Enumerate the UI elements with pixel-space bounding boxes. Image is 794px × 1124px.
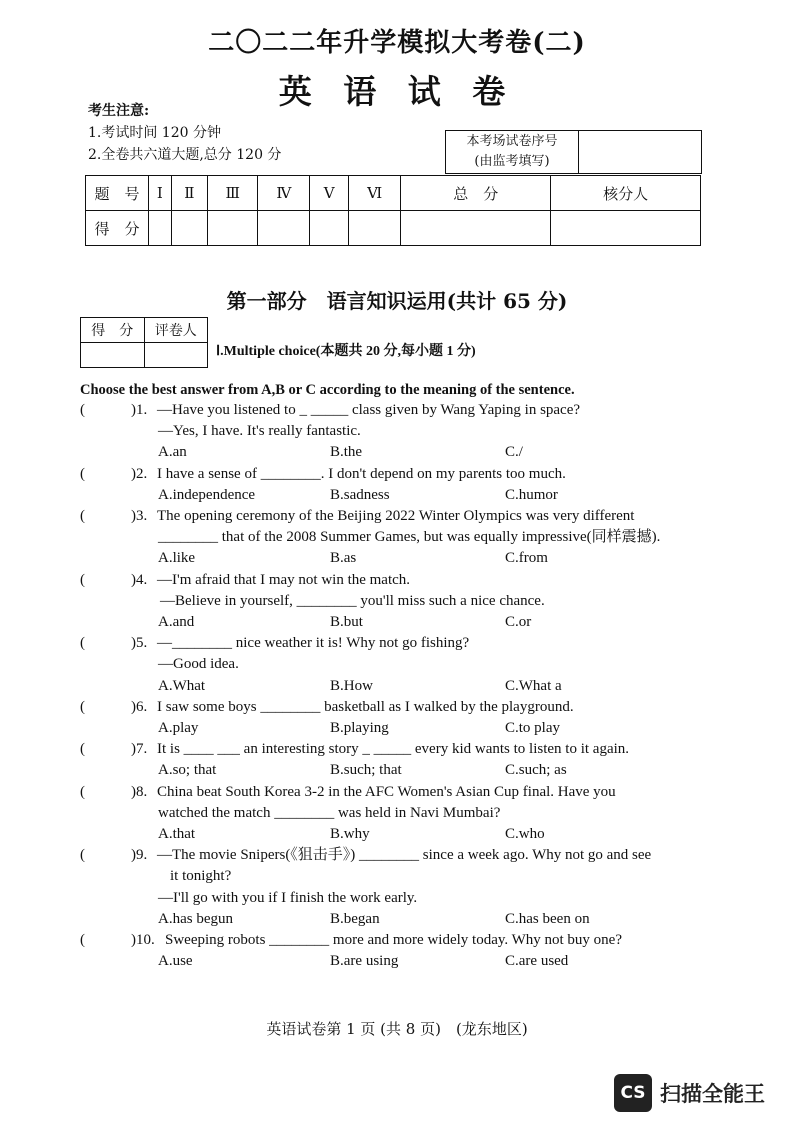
option-c[interactable]: C.has been on (505, 910, 590, 927)
option-a[interactable]: A.has begun (158, 910, 233, 927)
option-a[interactable]: A.play (158, 720, 199, 736)
option-b[interactable]: B.as (330, 550, 357, 567)
question-text: —Good idea. (158, 656, 239, 673)
option-a[interactable]: A.and (158, 614, 195, 630)
question-number: )6. (131, 698, 148, 715)
watermark-text: 扫描全能王 (660, 1082, 765, 1106)
score-cell[interactable] (401, 211, 551, 246)
question-text: —The movie Snipers(《狙击手》) ________ since a week ago. Why not go and see (157, 847, 652, 864)
option-b[interactable]: B.are using (330, 953, 399, 970)
camscanner-logo: CS (614, 1074, 652, 1112)
score-col-checker: 核分人 (551, 176, 701, 211)
subject-title: 英 语 试 卷 (278, 72, 516, 111)
serial-input[interactable] (579, 131, 702, 174)
question-number: )4. (131, 571, 148, 588)
question-number: )2. (131, 465, 148, 482)
question-list (0, 400, 794, 990)
question-number: )1. (131, 402, 148, 418)
question-text: Sweeping robots ________ more and more widely today. Why not buy one? (165, 932, 623, 948)
answer-bracket[interactable]: ( (80, 402, 85, 418)
question-text: It is ____ ___ an interesting story _ _____ every kid wants to listen to it again. (157, 741, 630, 758)
option-b[interactable]: B.playing (330, 720, 389, 736)
answer-bracket[interactable]: ( (80, 508, 85, 524)
question-text: —I'll go with you if I finish the work early. (158, 889, 418, 906)
notice-item-2: 2.全卷共六道大题,总分 120 分 (88, 147, 282, 163)
answer-bracket[interactable]: ( (80, 847, 85, 864)
option-c[interactable]: C.or (505, 614, 532, 630)
option-a[interactable]: A.an (158, 444, 187, 461)
score-col-4: Ⅳ (258, 176, 310, 211)
notice-block (88, 100, 281, 166)
option-c[interactable]: C.to play (505, 720, 560, 736)
option-b[interactable]: B.sadness (330, 486, 390, 503)
answer-bracket[interactable]: ( (80, 465, 85, 482)
serial-label: 本考场试卷序号 (由监考填写) (446, 131, 579, 174)
score-table (85, 175, 701, 246)
page-footer: 英语试卷第 1 页 (共 8 页) (龙东地区) (266, 1020, 528, 1038)
option-c[interactable]: C.humor (505, 486, 558, 503)
option-b[interactable]: B.but (330, 614, 363, 630)
question-text: —I'm afraid that I may not win the match. (157, 571, 411, 588)
question-text: The opening ceremony of the Beijing 2022 Winter Olympics was very different (157, 508, 635, 524)
notice-item-1: 1.考试时间 120 分钟 (88, 125, 221, 141)
part1-title: 第一部分 语言知识运用(共计 65 分) (226, 289, 568, 313)
instructions: Choose the best answer from A,B or C according to the meaning of the sentence. (80, 382, 575, 398)
option-c[interactable]: C.such; as (505, 762, 567, 779)
question-text: —Have you listened to _ _____ class given by Wang Yaping in space? (157, 402, 581, 418)
question-text: —________ nice weather it is! Why not go fishing? (157, 635, 470, 652)
option-c[interactable]: C.What a (505, 677, 562, 694)
grader-box (80, 317, 208, 368)
question-text: I saw some boys ________ basketball as I walked by the playground. (157, 698, 574, 715)
question-number: )5. (131, 635, 148, 652)
score-col-6: Ⅵ (349, 176, 401, 211)
question-number: )7. (131, 741, 148, 758)
option-a[interactable]: A.so; that (158, 762, 217, 779)
score-row-header: 题 号 (86, 176, 149, 211)
grader-name-cell[interactable] (144, 343, 208, 368)
question-number: )10. (131, 932, 155, 948)
answer-bracket[interactable]: ( (80, 698, 85, 715)
answer-bracket[interactable]: ( (80, 635, 85, 652)
score-cell[interactable] (149, 211, 172, 246)
score-col-2: Ⅱ (171, 176, 207, 211)
option-a[interactable]: A.independence (158, 486, 256, 503)
score-col-5: Ⅴ (310, 176, 349, 211)
option-b[interactable]: B.began (330, 910, 380, 927)
option-c[interactable]: C.from (505, 550, 548, 567)
option-b[interactable]: B.How (330, 677, 373, 694)
score-cell[interactable] (551, 211, 701, 246)
notice-heading: 考生注意: (88, 103, 150, 119)
option-c[interactable]: C./ (505, 444, 523, 461)
option-b[interactable]: B.such; that (330, 762, 402, 779)
score-cell[interactable] (258, 211, 310, 246)
answer-bracket[interactable]: ( (80, 741, 85, 758)
serial-box (445, 130, 702, 174)
question-number: )8. (131, 783, 148, 800)
score-cell[interactable] (349, 211, 401, 246)
question-number: )9. (131, 847, 148, 864)
answer-bracket[interactable]: ( (80, 783, 85, 800)
option-a[interactable]: A.that (158, 826, 196, 842)
option-b[interactable]: B.why (330, 826, 370, 842)
grader-score-cell[interactable] (81, 343, 145, 368)
score-cell[interactable] (310, 211, 349, 246)
grader-name-label: 评卷人 (144, 318, 208, 343)
question-text: —Yes, I have. It's really fantastic. (158, 423, 361, 440)
question-text: it tonight? (170, 868, 232, 885)
answer-bracket[interactable]: ( (80, 571, 85, 588)
question-text: ________ that of the 2008 Summer Games, but was equally impressive(同样震撼). (158, 529, 661, 546)
option-a[interactable]: A.use (158, 953, 193, 970)
question-text: —Believe in yourself, ________ you'll miss such a nice chance. (160, 592, 545, 609)
question-text: watched the match ________ was held in Navi Mumbai? (158, 804, 501, 821)
score-cell[interactable] (208, 211, 258, 246)
answer-bracket[interactable]: ( (80, 932, 85, 948)
option-c[interactable]: C.are used (505, 953, 569, 970)
question-text: China beat South Korea 3-2 in the AFC Women's Asian Cup final. Have you (157, 783, 616, 800)
score-row-label: 得 分 (86, 211, 149, 246)
scanner-watermark (614, 1074, 765, 1112)
option-b[interactable]: B.the (330, 444, 363, 461)
option-c[interactable]: C.who (505, 826, 545, 842)
option-a[interactable]: A.What (158, 677, 206, 694)
score-col-total: 总 分 (401, 176, 551, 211)
question-text: I have a sense of ________. I don't depend on my parents too much. (157, 465, 566, 482)
score-cell[interactable] (171, 211, 207, 246)
grader-score-label: 得 分 (81, 318, 145, 343)
section-title: Ⅰ.Multiple choice(本题共 20 分,每小题 1 分) (216, 344, 476, 359)
exam-title: 二〇二二年升学模拟大考卷(二) (208, 28, 586, 58)
score-col-3: Ⅲ (208, 176, 258, 211)
option-a[interactable]: A.like (158, 550, 196, 567)
score-col-1: Ⅰ (149, 176, 172, 211)
question-number: )3. (131, 508, 148, 524)
